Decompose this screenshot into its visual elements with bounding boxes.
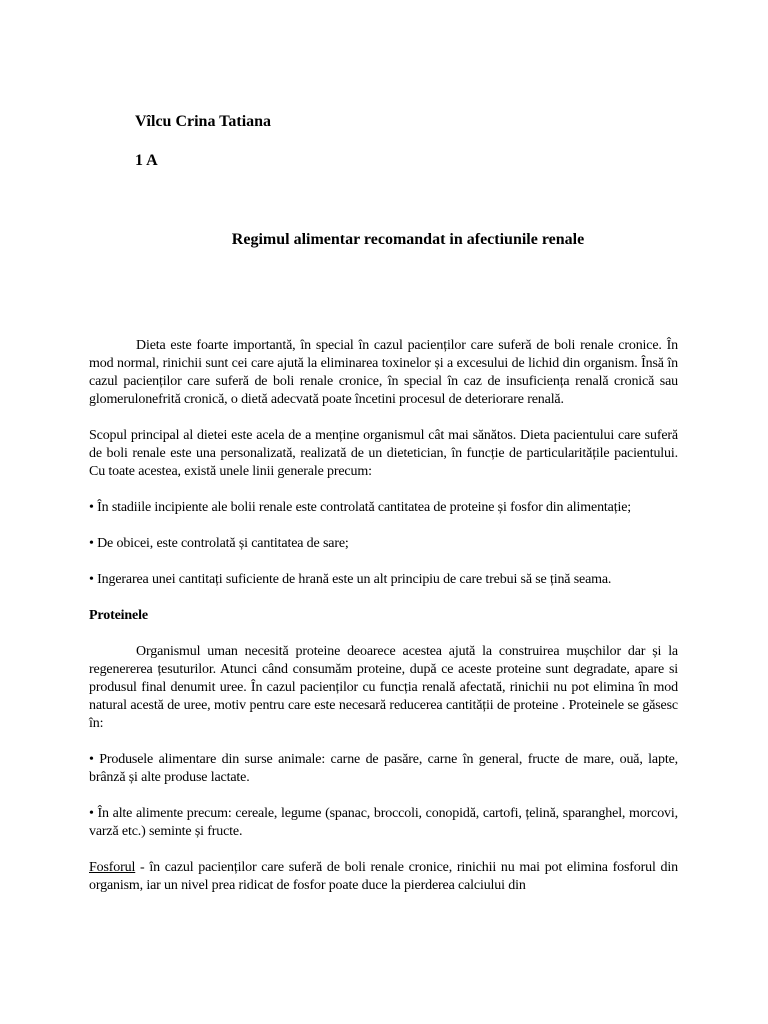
intro-paragraph: Dieta este foarte importantă, în special în cazul pacienților care suferă de boli renale cronice. În mod normal, rinichii sunt cei care ajută la eliminarea toxinelor și a excesului de lichid din organism. Însă în cazul pacienților care suferă de boli renale cronice, în special în caz de insuficiența renală cronică sau glomerulonefrită cronică, o dietă adecvată poate încetini procesul de deteriorare renală. bbox=[89, 338, 678, 407]
purpose-paragraph: Scopul principal al dietei este acela de a menține organismul cât mai sănătos. Dieta pacientului care suferă de boli renale este una personalizată, realizată de un dietetician, în funcție de particularitățile pacientului. Cu toate acestea, există unele linii generale precum: bbox=[89, 428, 678, 479]
list-item: • De obicei, este controlată și cantitatea de sare; bbox=[89, 536, 349, 551]
proteins-paragraph: Organismul uman necesită proteine deoarece acestea ajută la construirea mușchilor dar și la regenererea țesuturilor. Atunci când consumăm proteine, după ce aceste proteine sunt degradate, apare si produsul final denumit uree. În cazul pacienților cu funcția renală afectată, rinichii nu pot elimina în mod natural acestă de uree, motiv pentru care este necesară reducerea cantității de proteine . Proteinele se găsesc în: bbox=[89, 644, 678, 731]
phosphorus-text: - în cazul pacienților care suferă de boli renale cronice, rinichii nu mai pot elimina fosforul din organism, iar un nivel prea ridicat de fosfor poate duce la pierderea calciului din bbox=[89, 860, 678, 893]
phosphorus-term: Fosforul bbox=[89, 860, 136, 875]
phosphorus-paragraph bbox=[89, 859, 678, 895]
list-item: • Ingerarea unei cantitați suficiente de hrană este un alt principiu de care trebui să se țină seama. bbox=[89, 572, 612, 587]
proteins-heading: Proteinele bbox=[89, 608, 148, 623]
document-title: Regimul alimentar recomandat in afectiunile renale bbox=[231, 231, 585, 248]
author-name: Vîlcu Crina Tatiana bbox=[135, 113, 272, 130]
list-item: • În stadiile incipiente ale bolii renale este controlată cantitatea de proteine și fosfor din alimentație; bbox=[89, 500, 632, 515]
list-item: • În alte alimente precum: cereale, legume (spanac, broccoli, conopidă, cartofi, țelină, sparanghel, morcovi, varză etc.) seminte și fructe. bbox=[89, 806, 678, 839]
list-item: • Produsele alimentare din surse animale: carne de pasăre, carne în general, fructe de mare, ouă, lapte, brânză și alte produse lactate. bbox=[89, 752, 678, 785]
document-body bbox=[89, 337, 678, 895]
class-label: 1 A bbox=[135, 152, 158, 169]
